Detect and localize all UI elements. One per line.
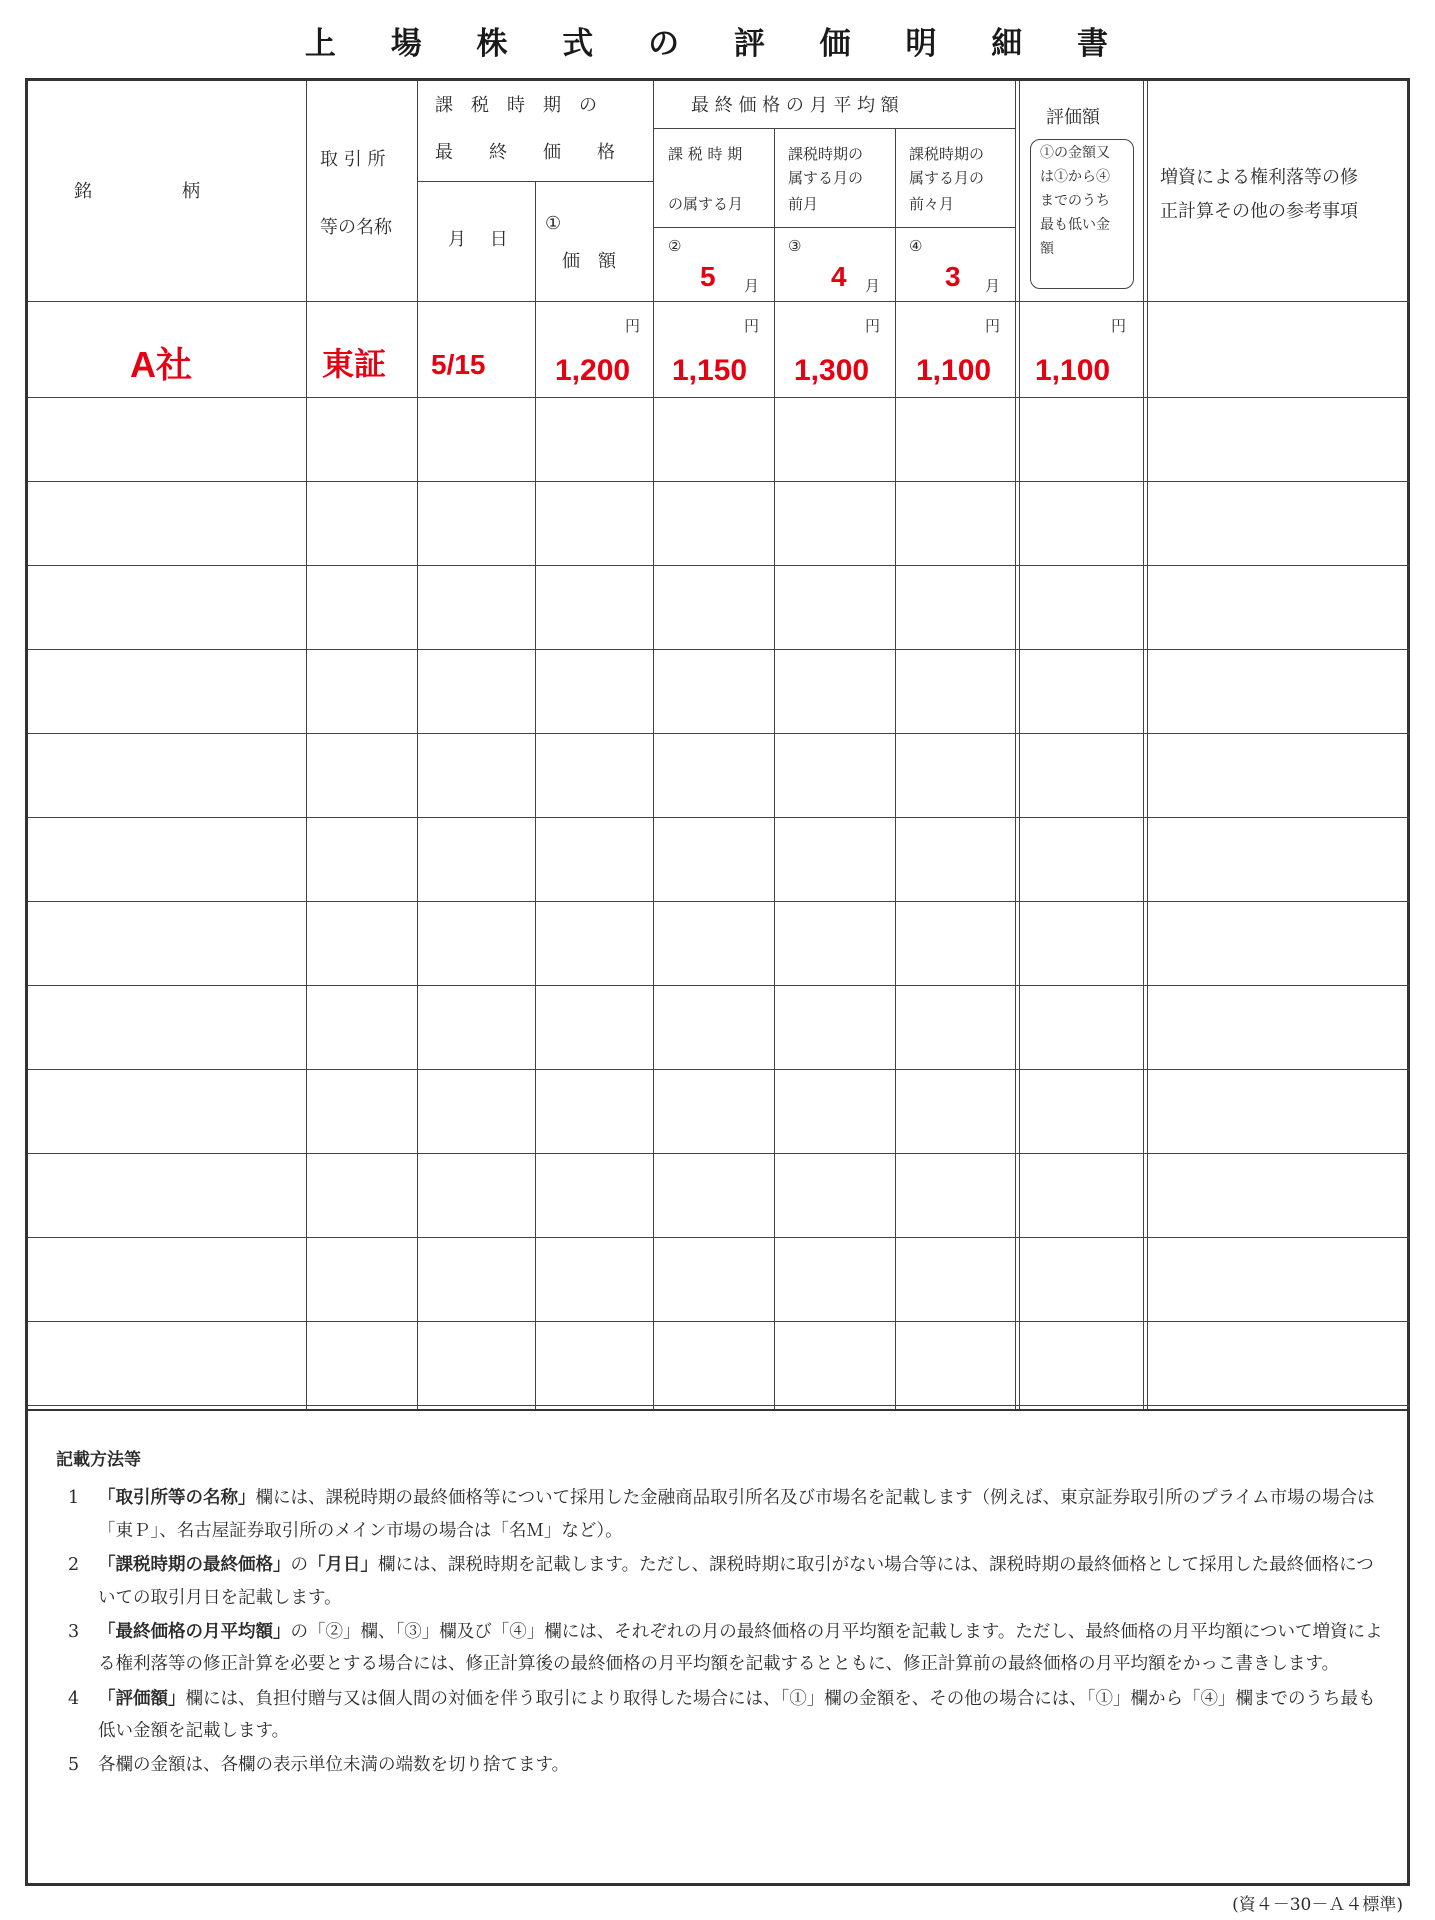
grid-line bbox=[28, 1237, 1410, 1238]
circle-1: ① bbox=[545, 213, 562, 234]
circle-2: ② bbox=[668, 237, 682, 255]
header-price: 価 額 bbox=[562, 251, 616, 272]
yen-unit-avg3: 円 bbox=[865, 317, 881, 335]
grid-line bbox=[417, 81, 418, 1409]
filled-avg-4: 1,100 bbox=[916, 354, 992, 387]
filled-avg-3: 1,300 bbox=[794, 354, 870, 387]
yen-unit-valuation: 円 bbox=[1111, 317, 1127, 335]
filled-valuation: 1,100 bbox=[1035, 354, 1111, 387]
filled-stock-name: A社 bbox=[130, 344, 192, 385]
grid-line bbox=[306, 81, 307, 1409]
item-number: 3 bbox=[68, 1621, 80, 1642]
grid-line bbox=[1147, 81, 1148, 1409]
header-exchange-line2: 等の名称 bbox=[320, 217, 392, 238]
valuation-note-4: 最も低い金 bbox=[1040, 217, 1110, 233]
instructions bbox=[56, 1445, 1391, 1784]
item-text: 欄には、負担付贈与又は個人間の対価を伴う取引により取得した場合には、「①」欄の金額を、その他の場合には、「①」欄から「④」欄までのうち最も低い金額を記載します。 bbox=[98, 1688, 1376, 1742]
filled-avg-2: 1,150 bbox=[672, 354, 748, 387]
col3-line2: 属する月の bbox=[788, 169, 864, 187]
grid-line bbox=[28, 649, 1410, 650]
header-monthly-average: 最 終 価 格 の 月 平 均 額 bbox=[691, 95, 899, 116]
yen-unit-price: 円 bbox=[625, 317, 641, 335]
grid-line bbox=[653, 128, 1015, 129]
grid-line bbox=[28, 817, 1410, 818]
grid-line bbox=[654, 227, 1015, 228]
instruction-item bbox=[56, 1683, 1391, 1748]
filled-month-2: 5 bbox=[700, 261, 716, 292]
grid-line bbox=[895, 128, 896, 1409]
grid-line bbox=[28, 481, 1410, 482]
grid-line bbox=[28, 1409, 1410, 1411]
circle-3: ③ bbox=[788, 237, 802, 255]
grid-line bbox=[28, 1405, 1410, 1406]
filled-date: 5/15 bbox=[431, 349, 486, 380]
valuation-note-2: は①から④ bbox=[1040, 169, 1110, 185]
header-taxable-period-line2: 最 終 価 格 bbox=[435, 142, 615, 163]
grid-line bbox=[535, 181, 536, 1409]
instruction-item bbox=[56, 1482, 1391, 1547]
reference-line2: 正計算その他の参考事項 bbox=[1160, 201, 1358, 222]
grid-line bbox=[1143, 81, 1144, 1409]
grid-line bbox=[28, 565, 1410, 566]
grid-line bbox=[653, 81, 654, 1409]
col3-line1: 課税時期の bbox=[788, 145, 864, 163]
header-month-day: 月 日 bbox=[448, 229, 508, 250]
item-number: 5 bbox=[68, 1755, 80, 1776]
grid-line bbox=[1015, 81, 1016, 1409]
grid-line bbox=[28, 901, 1410, 902]
month-unit-4: 月 bbox=[985, 277, 1001, 295]
circle-4: ④ bbox=[909, 237, 923, 255]
col4-line3: 前々月 bbox=[909, 195, 955, 213]
col2-line2: の属する月 bbox=[668, 195, 744, 213]
reference-line1: 増資による権利落等の修 bbox=[1160, 167, 1358, 188]
filled-exchange: 東証 bbox=[322, 346, 387, 382]
instructions-heading: 記載方法等 bbox=[56, 1450, 141, 1470]
instruction-item bbox=[56, 1616, 1391, 1681]
col2-line1: 課 税 時 期 bbox=[668, 145, 743, 163]
header-valuation: 評価額 bbox=[1046, 107, 1100, 128]
grid-line bbox=[774, 128, 775, 1409]
grid-line bbox=[28, 1069, 1410, 1070]
header-meigara: 銘 柄 bbox=[74, 181, 200, 202]
item-lead: 「評価額」 bbox=[98, 1688, 186, 1709]
grid-line bbox=[28, 1153, 1410, 1154]
col3-line3: 前月 bbox=[788, 195, 819, 213]
item-mid: の bbox=[290, 1555, 308, 1576]
item-lead: 「取引所等の名称」 bbox=[98, 1488, 256, 1509]
item-text: の「②」欄、「③」欄及び「④」欄には、それぞれの月の最終価格の月平均額を記載します。ただし、最終価格の月平均額について増資による権利落等の修正計算を必要とする場合には、修正計算後の最終価格の月平均額を記載するとともに、修正計算前の最終価格の月平均額をかっこ書きします。 bbox=[98, 1621, 1383, 1675]
valuation-note-1: ①の金額又 bbox=[1040, 145, 1110, 161]
col4-line1: 課税時期の bbox=[909, 145, 985, 163]
valuation-form bbox=[25, 78, 1410, 1886]
grid-line bbox=[28, 1321, 1410, 1322]
item-lead: 「課税時期の最終価格」 bbox=[98, 1555, 291, 1576]
valuation-note-5: 額 bbox=[1040, 241, 1054, 257]
item-text: 各欄の金額は、各欄の表示単位未満の端数を切り捨てます。 bbox=[98, 1755, 570, 1776]
grid-line bbox=[28, 397, 1410, 398]
header-taxable-period-line1: 課 税 時 期 の bbox=[435, 95, 597, 116]
filled-month-4: 3 bbox=[945, 261, 961, 292]
instruction-item bbox=[56, 1749, 1391, 1781]
grid-line bbox=[1019, 81, 1020, 1409]
item-lead: 「月日」 bbox=[308, 1555, 378, 1576]
valuation-note-3: までのうち bbox=[1040, 193, 1110, 209]
month-unit-3: 月 bbox=[865, 277, 881, 295]
month-unit-2: 月 bbox=[744, 277, 760, 295]
item-text: 欄には、課税時期の最終価格等について採用した金融商品取引所名及び市場名を記載します（例えば、東京証券取引所のプライム市場の場合は「東Ｐ」、名古屋証券取引所のメイン市場の場合は「名Ｍ」など）。 bbox=[98, 1488, 1375, 1541]
form-code: (資４－30－Ａ４標準) bbox=[1232, 1895, 1403, 1915]
header-exchange-line1: 取 引 所 bbox=[320, 149, 386, 170]
item-text: 欄には、課税時期を記載します。ただし、課税時期に取引がない場合等には、課税時期の最終価格として採用した最終価格についての取引月日を記載します。 bbox=[98, 1555, 1374, 1608]
item-number: 2 bbox=[68, 1555, 80, 1576]
yen-unit-avg2: 円 bbox=[744, 317, 760, 335]
grid-line bbox=[28, 733, 1410, 734]
item-lead: 「最終価格の月平均額」 bbox=[98, 1621, 291, 1642]
item-number: 4 bbox=[68, 1688, 80, 1709]
document-title: 上 場 株 式 の 評 価 明 細 書 bbox=[304, 26, 1131, 62]
item-number: 1 bbox=[68, 1488, 80, 1509]
col4-line2: 属する月の bbox=[909, 169, 985, 187]
instruction-item bbox=[56, 1549, 1391, 1614]
grid-line bbox=[28, 985, 1410, 986]
yen-unit-avg4: 円 bbox=[985, 317, 1001, 335]
grid-line bbox=[418, 181, 654, 182]
grid-line bbox=[28, 301, 1410, 302]
filled-price: 1,200 bbox=[555, 354, 631, 387]
filled-month-3: 4 bbox=[831, 261, 847, 292]
